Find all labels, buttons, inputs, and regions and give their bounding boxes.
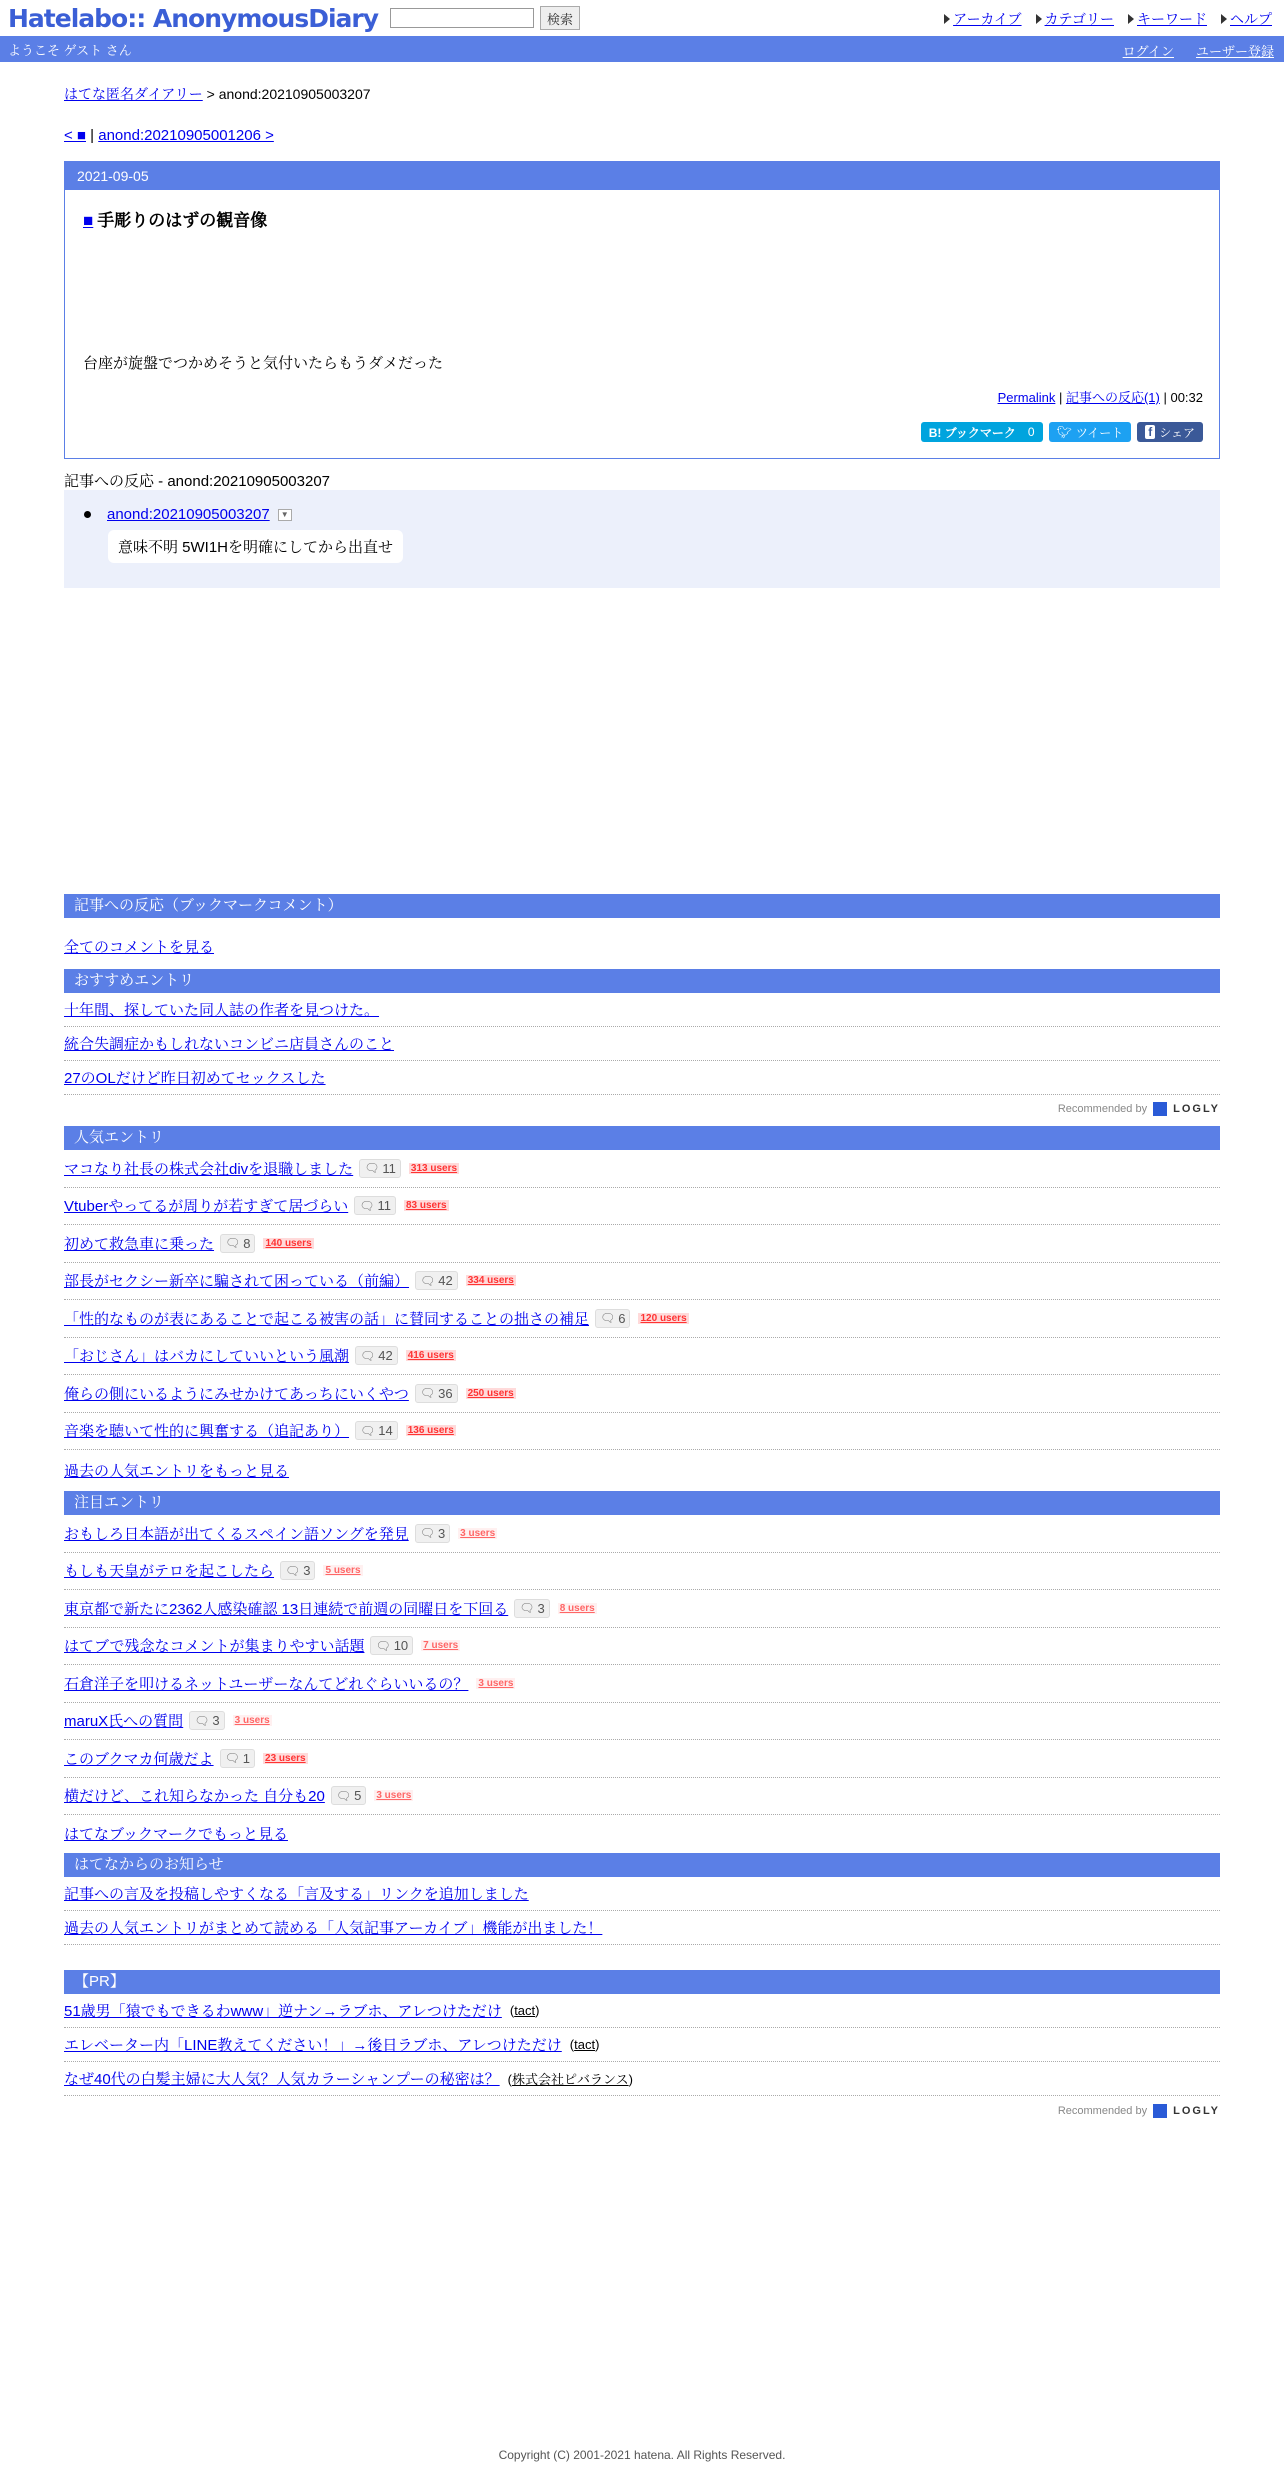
- popular-more-link[interactable]: 過去の人気エントリをもっと見る: [64, 1463, 290, 1480]
- reactions-box: [64, 490, 1220, 588]
- pr-list: [64, 1994, 1220, 2096]
- comment-count: 5: [354, 1788, 362, 1804]
- comment-icon: 🗨︎: [519, 1601, 535, 1616]
- entry-date: 2021-09-05: [65, 162, 1219, 190]
- comment-count: 42: [378, 1348, 393, 1364]
- recommended-link[interactable]: 統合失調症かもしれないコンビニ店員さんのこと: [64, 1036, 395, 1053]
- comment-icon: 🗨︎: [600, 1311, 616, 1326]
- nav-category[interactable]: [1036, 9, 1114, 29]
- breadcrumb-sep: >: [202, 86, 219, 102]
- list-item: [64, 1778, 1220, 1816]
- facebook-icon: f: [1145, 425, 1155, 439]
- comment-count-badge[interactable]: [355, 1346, 398, 1365]
- comment-count: 3: [437, 1525, 446, 1541]
- recommended-by-text: Recommended by: [1057, 1103, 1148, 1115]
- hot-heading: 注目エントリ: [64, 1491, 1220, 1515]
- reaction-text: 意味不明 5WI1Hを明確にしてから出直せ: [108, 530, 403, 563]
- list-item: [64, 1225, 1220, 1263]
- list-item: [64, 1413, 1220, 1451]
- next-link[interactable]: anond:20210905001206 >: [98, 127, 274, 144]
- list-item: [64, 1300, 1220, 1338]
- recommended-heading: おすすめエントリ: [64, 969, 1220, 993]
- comment-count: 3: [303, 1563, 311, 1579]
- popular-entry-link[interactable]: 音楽を聴いて性的に興奮する（追記あり）: [64, 1423, 350, 1441]
- entry-title-mark[interactable]: ■: [83, 211, 94, 230]
- comment-count-badge[interactable]: [280, 1561, 315, 1580]
- list-item: [64, 1061, 1220, 1095]
- top-bar: [0, 0, 1284, 36]
- comment-icon: 🗨︎: [225, 1236, 241, 1251]
- nav-help[interactable]: [1221, 9, 1272, 29]
- breadcrumb-current: anond:20210905003207: [218, 86, 371, 102]
- list-item: [64, 993, 1220, 1027]
- popular-entry-link[interactable]: 「性的なものが表にあることで起こる被害の話」に賛同することの拙さの補足: [64, 1310, 590, 1328]
- comment-count-badge[interactable]: [415, 1271, 458, 1290]
- popular-entry-link[interactable]: 「おじさん」はバカにしていいという風潮: [64, 1348, 350, 1366]
- welcome-text: ようこそ ゲスト さん: [8, 42, 132, 58]
- popular-entry-link[interactable]: 俺らの側にいるようにみせかけてあっちにいくやつ: [64, 1385, 409, 1403]
- bookmark-comments-heading: 記事への反応（ブックマークコメント）: [64, 894, 1220, 918]
- logly-logo-icon: [1153, 2104, 1167, 2118]
- bookmark-users-badge[interactable]: 250 users: [467, 1387, 514, 1399]
- logly-logo-icon: [1153, 1102, 1167, 1116]
- arrow-right-icon: [1221, 14, 1227, 24]
- breadcrumb-home[interactable]: はてな匿名ダイアリー: [64, 86, 203, 102]
- facebook-share-button[interactable]: [1137, 422, 1203, 442]
- pager-sep: |: [86, 127, 99, 144]
- comment-count-badge[interactable]: [189, 1711, 224, 1730]
- list-item: [64, 1877, 1220, 1911]
- list-item: [64, 1628, 1220, 1666]
- hot-entry-link[interactable]: もしも天皇がテロを起こしたら: [64, 1563, 275, 1581]
- bookmark-users-badge[interactable]: 3 users: [478, 1677, 514, 1689]
- entry-footer: [998, 387, 1203, 406]
- hot-entry-link[interactable]: おもしろ日本語が出てくるスペイン語ソングを発見: [64, 1525, 409, 1543]
- hot-list: [64, 1515, 1220, 1815]
- comment-icon: 🗨︎: [335, 1788, 352, 1803]
- search-button[interactable]: 検索: [540, 6, 580, 30]
- comment-count: 3: [537, 1600, 545, 1616]
- bookmark-users-badge[interactable]: 136 users: [407, 1425, 454, 1437]
- bookmark-count: 0: [1027, 425, 1035, 439]
- comment-icon: 🗨︎: [194, 1713, 210, 1728]
- nav-category-label: カテゴリー: [1044, 11, 1114, 27]
- list-item: [64, 1188, 1220, 1226]
- reactions-link[interactable]: 記事への反応(1): [1065, 390, 1160, 405]
- pr-heading: 【PR】: [64, 1970, 1220, 1994]
- hot-more-link[interactable]: はてなブックマークでもっと見る: [64, 1826, 288, 1843]
- list-item: [64, 1703, 1220, 1741]
- chevron-down-icon[interactable]: ▼: [278, 509, 292, 521]
- sponsor-link[interactable]: tact: [514, 2003, 536, 2018]
- bookmark-users-badge[interactable]: 83 users: [405, 1200, 447, 1212]
- comment-icon: 🗨︎: [360, 1348, 376, 1363]
- hot-entry-link[interactable]: このブクマカ何歳だよ: [64, 1750, 214, 1768]
- comment-count-badge[interactable]: [595, 1309, 630, 1328]
- popular-entry-link[interactable]: マコなり社長の株式会社divを退職しました: [64, 1160, 354, 1178]
- register-link[interactable]: ユーザー登録: [1195, 44, 1274, 59]
- arrow-right-icon: [1036, 14, 1042, 24]
- comment-count-badge[interactable]: [355, 1421, 398, 1440]
- list-item: [64, 1338, 1220, 1376]
- list-item: [64, 1994, 1220, 2028]
- bookmark-users-badge[interactable]: 3 users: [376, 1790, 412, 1802]
- bookmark-users-badge[interactable]: 7 users: [423, 1640, 459, 1652]
- comment-icon: 🗨︎: [224, 1751, 240, 1766]
- list-item: [64, 1150, 1220, 1188]
- recommended-link[interactable]: 十年間、探していた同人誌の作者を見つけた。: [64, 1002, 380, 1019]
- nav-help-label: ヘルプ: [1230, 11, 1272, 27]
- entry-body: 台座が旋盤でつかめそうと気付いたらもうダメだった: [83, 355, 444, 372]
- list-item: [64, 1553, 1220, 1591]
- reactions-title: 記事への反応 - anond:20210905003207: [64, 470, 1220, 493]
- recommended-list: [64, 993, 1220, 1095]
- news-link[interactable]: 記事への言及を投稿しやすくなる「言及する」リンクを追加しました: [64, 1886, 529, 1903]
- comment-icon: 🗨︎: [375, 1638, 391, 1653]
- hot-entry-link[interactable]: maruX氏への質問: [64, 1713, 184, 1731]
- news-heading: はてなからのお知らせ: [64, 1853, 1220, 1877]
- hot-entry-link[interactable]: 石倉洋子を叩けるネットユーザーなんてどれぐらいいるの？: [64, 1675, 469, 1693]
- user-bar: [0, 36, 1284, 62]
- hatena-bookmark-button[interactable]: [921, 422, 1043, 442]
- comment-count-badge[interactable]: [415, 1384, 458, 1403]
- comment-count: 11: [377, 1198, 391, 1214]
- bookmark-users-badge[interactable]: 3 users: [460, 1527, 496, 1539]
- comment-count-badge[interactable]: [331, 1786, 366, 1805]
- news-list: [64, 1877, 1220, 1945]
- recommended-by: [64, 1102, 1220, 1116]
- entry: [64, 161, 1220, 459]
- bookmark-users-badge[interactable]: 140 users: [265, 1237, 312, 1249]
- comment-icon: 🗨︎: [364, 1161, 380, 1176]
- list-item: [64, 1590, 1220, 1628]
- search-input[interactable]: [390, 8, 534, 28]
- comment-icon: 🗨︎: [419, 1526, 435, 1541]
- comment-count: 1: [242, 1750, 251, 1766]
- comment-count: 11: [382, 1160, 396, 1176]
- list-item: [64, 1375, 1220, 1413]
- pr-link[interactable]: エレベーター内「LINE教えてください！」→後日ラブホ、アレつけただけ: [64, 2037, 562, 2054]
- pr-link[interactable]: 51歳男「猿でもできるわwww」逆ナン→ラブホ、アレつけただけ: [64, 2003, 502, 2020]
- pr-recommended-by: [64, 2104, 1220, 2118]
- sponsor: (株式会社ピバランス): [507, 2072, 633, 2087]
- comment-icon: 🗨︎: [360, 1423, 376, 1438]
- comment-icon: 🗨︎: [359, 1198, 375, 1213]
- logly-logo-text[interactable]: LOGLY: [1173, 1103, 1220, 1115]
- tweet-label: ツイート: [1075, 425, 1124, 440]
- comment-count: 3: [212, 1713, 220, 1729]
- comment-count: 10: [393, 1638, 409, 1654]
- sponsor: (tact): [569, 2037, 600, 2052]
- comment-count-badge[interactable]: [354, 1196, 396, 1215]
- nav-keyword-label: キーワード: [1137, 11, 1207, 27]
- bookmark-users-badge[interactable]: 334 users: [467, 1275, 514, 1287]
- site-logo[interactable]: Hatelabo:: AnonymousDiary: [8, 3, 379, 33]
- popular-entry-link[interactable]: Vtuberやってるが周りが若すぎて居づらい: [64, 1198, 349, 1216]
- bookmark-label: B! ブックマーク: [928, 425, 1016, 440]
- comment-count: 14: [378, 1423, 393, 1439]
- prev-link[interactable]: < ■: [64, 127, 86, 144]
- popular-heading: 人気エントリ: [64, 1126, 1220, 1150]
- recommended-by-text: Recommended by: [1057, 2105, 1148, 2117]
- comment-count: 6: [618, 1310, 626, 1326]
- list-item: [64, 1027, 1220, 1061]
- list-item: [64, 1665, 1220, 1703]
- nav-archive[interactable]: [944, 9, 1021, 29]
- share-label: シェア: [1159, 425, 1195, 440]
- entry-title: [83, 206, 267, 231]
- reaction-link[interactable]: anond:20210905003207: [107, 506, 270, 523]
- pager: [64, 127, 274, 144]
- hot-entry-link[interactable]: 横だけど、これ知らなかった 自分も20: [64, 1788, 325, 1806]
- comment-count-badge[interactable]: [220, 1234, 255, 1253]
- comment-count-badge[interactable]: [220, 1749, 255, 1768]
- comment-count: 36: [438, 1385, 453, 1401]
- login-link[interactable]: ログイン: [1122, 44, 1174, 59]
- comment-count-badge[interactable]: [370, 1636, 413, 1655]
- arrow-right-icon: [944, 14, 950, 24]
- popular-list: [64, 1150, 1220, 1450]
- comment-icon: 🗨︎: [419, 1386, 436, 1401]
- breadcrumb: [64, 84, 371, 104]
- tweet-button[interactable]: [1049, 422, 1132, 442]
- list-item: [64, 1263, 1220, 1301]
- see-all-comments-link[interactable]: 全てのコメントを見る: [64, 939, 215, 956]
- popular-entry-link[interactable]: 初めて救急車に乗った: [64, 1235, 215, 1253]
- list-item: [64, 1515, 1220, 1553]
- footer-sep: |: [1055, 390, 1066, 405]
- permalink[interactable]: Permalink: [997, 390, 1056, 405]
- nav-archive-label: アーカイブ: [953, 11, 1022, 27]
- comment-count-badge[interactable]: [514, 1599, 549, 1618]
- comment-icon: 🗨︎: [285, 1563, 301, 1578]
- twitter-bird-icon: 🐦︎: [1056, 425, 1072, 439]
- bookmark-users-badge[interactable]: 5 users: [325, 1565, 361, 1577]
- comment-count: 8: [243, 1235, 251, 1251]
- comment-count-badge[interactable]: [415, 1524, 450, 1543]
- hot-entry-link[interactable]: はてブで残念なコメントが集まりやすい話題: [64, 1638, 365, 1656]
- nav-keyword[interactable]: [1128, 9, 1207, 29]
- popular-entry-link[interactable]: 部長がセクシー新卒に騙されて困っている（前編）: [64, 1273, 410, 1291]
- list-item: [64, 1740, 1220, 1778]
- comment-count: 42: [438, 1273, 453, 1289]
- pr-link[interactable]: なぜ40代の白髪主婦に大人気？人気カラーシャンプーの秘密は？: [64, 2071, 500, 2088]
- entry-title-text: 手彫りのはずの観音像: [97, 211, 268, 230]
- logly-logo-text[interactable]: LOGLY: [1173, 2105, 1220, 2117]
- comment-icon: 🗨︎: [420, 1273, 436, 1288]
- bookmark-users-badge[interactable]: 120 users: [640, 1312, 687, 1324]
- hot-entry-link[interactable]: 東京都で新たに2362人感染確認 13日連続で前週の同曜日を下回る: [64, 1600, 509, 1618]
- bookmark-users-badge[interactable]: 313 users: [410, 1162, 458, 1174]
- bullet-icon: [84, 511, 91, 518]
- sponsor-link[interactable]: tact: [574, 2037, 596, 2052]
- top-nav: [944, 9, 1272, 29]
- sponsor-link[interactable]: 株式会社ピバランス: [511, 2072, 629, 2087]
- reaction-item: [84, 506, 292, 523]
- sponsor: (tact): [509, 2003, 540, 2018]
- news-link[interactable]: 過去の人気エントリがまとめて読める「人気記事アーカイブ」機能が出ました！: [64, 1920, 603, 1937]
- share-buttons: [921, 422, 1203, 442]
- list-item: [64, 1911, 1220, 1945]
- bookmark-users-badge[interactable]: 3 users: [234, 1715, 270, 1727]
- entry-time: | 00:32: [1159, 390, 1203, 405]
- bookmark-users-badge[interactable]: 416 users: [407, 1350, 454, 1362]
- arrow-right-icon: [1128, 14, 1134, 24]
- footer-copyright: Copyright (C) 2001-2021 hatena. All Rights Reserved.: [498, 2448, 786, 2462]
- bookmark-users-badge[interactable]: 8 users: [559, 1602, 595, 1614]
- list-item: [64, 2062, 1220, 2096]
- bookmark-users-badge[interactable]: 23 users: [265, 1752, 306, 1764]
- comment-count-badge[interactable]: [359, 1159, 401, 1178]
- list-item: [64, 2028, 1220, 2062]
- recommended-link[interactable]: 27のOLだけど昨日初めてセックスした: [64, 1070, 326, 1087]
